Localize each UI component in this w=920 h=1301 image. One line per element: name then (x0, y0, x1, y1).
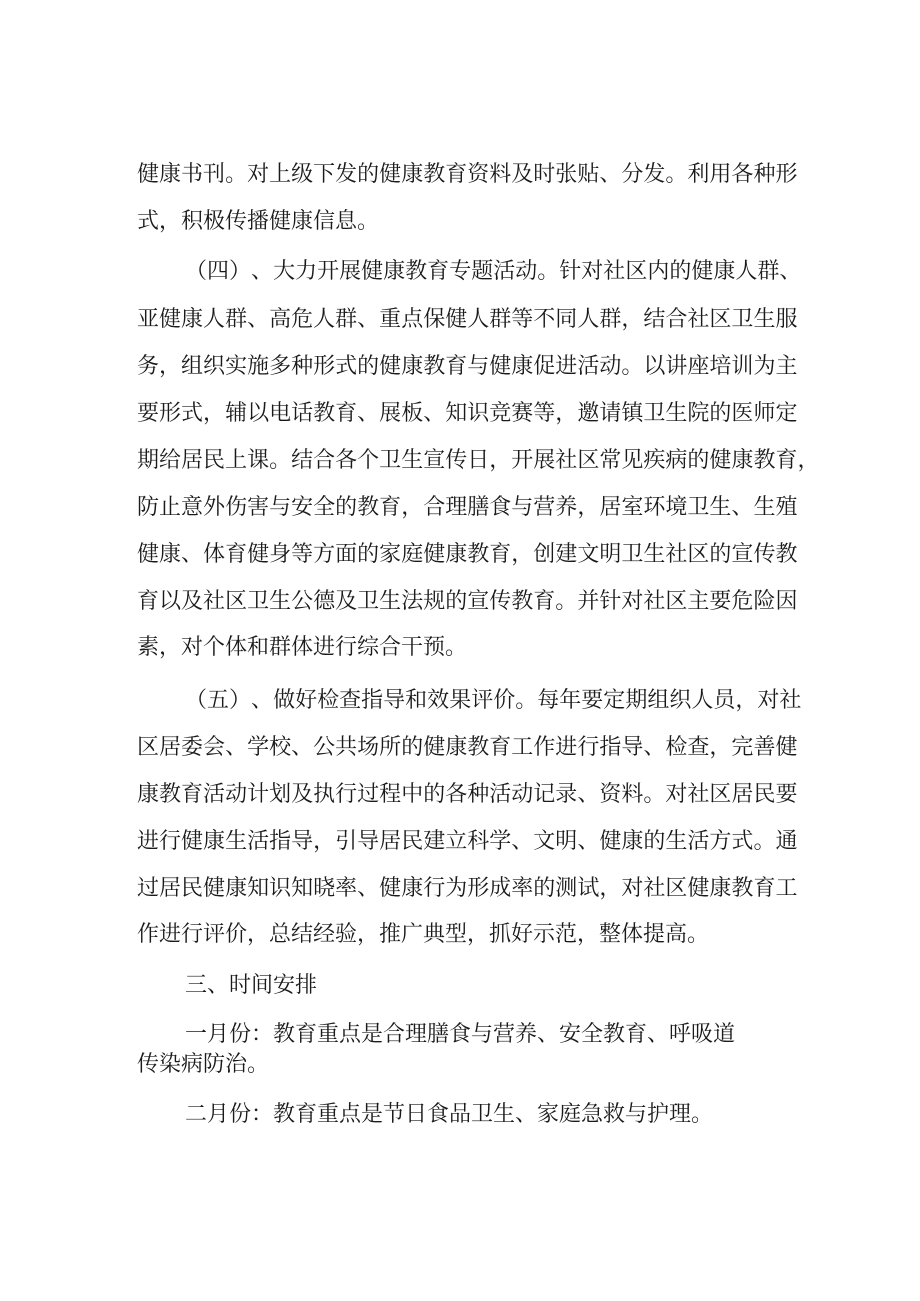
text-line: 务 ， 组 织 实 施 多 种 形 式 的 健 康 教 育 与 健 康 促 进 活 动 。 以 讲 座 培 训 为 主 (137, 354, 798, 379)
text-line: 式，积极传播健康信息。 (137, 209, 380, 234)
text-line: 健 康 、 体 育 健 身 等 方 面 的 家 庭 健 康 教 育 ， 创 建 文 明 卫 生 社 区 的 宣 传 教 (137, 542, 798, 567)
text-line: 育 以 及 社 区 卫 生 公 德 及 卫 生 法 规 的 宣 传 教 育 。 并 针 对 社 区 主 要 危 险 因 (137, 589, 798, 614)
section-heading: 三、时间安排 (185, 973, 318, 998)
text-line: 康 教 育 活 动 计 划 及 执 行 过 程 中 的 各 种 活 动 记 录 、 资 料 。 对 社 区 居 民 要 (137, 782, 798, 807)
text-line: 素，对个体和群体进行综合干预。 (137, 635, 468, 660)
text-line: 进 行 健 康 生 活 指 导 ， 引 导 居 民 建 立 科 学 、 文 明 、 健 康 的 生 活 方 式 。 通 (137, 829, 798, 854)
text-line: （ 四 ） 、 大 力 开 展 健 康 教 育 专 题 活 动 。 针 对 社 区 内 的 健 康 人 群 、 (185, 259, 802, 284)
text-line: 亚 健 康 人 群 、 高 危 人 群 、 重 点 保 健 人 群 等 不 同 人 群 ， 结 合 社 区 卫 生 服 (137, 307, 798, 332)
text-line: 区 居 委 会 、 学 校 、 公 共 场 所 的 健 康 教 育 工 作 进 行 指 导 、 检 查 ， 完 善 健 (137, 735, 798, 760)
text-line: 要 形 式 ， 辅 以 电 话 教 育 、 展 板 、 知 识 竞 赛 等 ， 邀 请 镇 卫 生 院 的 医 师 定 (137, 401, 798, 426)
text-line: 防 止 意 外 伤 害 与 安 全 的 教 育 ， 合 理 膳 食 与 营 养 ， 居 室 环 境 卫 生 、 生 殖 (137, 495, 798, 520)
text-line: 二月份：教育重点是节日食品卫生、家庭急救与护理。 (185, 1102, 714, 1127)
text-line: 作进行评价，总结经验，推广典型，抓好示范，整体提高。 (137, 922, 710, 947)
text-line: 一月份：教育重点是合理膳食与营养、安全教育、呼吸道 (185, 1022, 736, 1047)
text-line: 期 给 居 民 上 课 。 结 合 各 个 卫 生 宣 传 日 ， 开 展 社 区 常 见 疾 病 的 健 康 教 育 ， (137, 448, 820, 473)
text-line: 健 康 书 刊 。 对 上 级 下 发 的 健 康 教 育 资 料 及 时 张 贴 、 分 发 。 利 用 各 种 形 (137, 162, 798, 187)
text-line: 过 居 民 健 康 知 识 知 晓 率 、 健 康 行 为 形 成 率 的 测 试 ， 对 社 区 健 康 教 育 工 (137, 876, 798, 901)
text-line: 传染病防治。 (137, 1052, 270, 1077)
text-line: （ 五 ） 、 做 好 检 查 指 导 和 效 果 评 价 。 每 年 要 定 期 组 织 人 员 ， 对 社 (185, 688, 802, 713)
